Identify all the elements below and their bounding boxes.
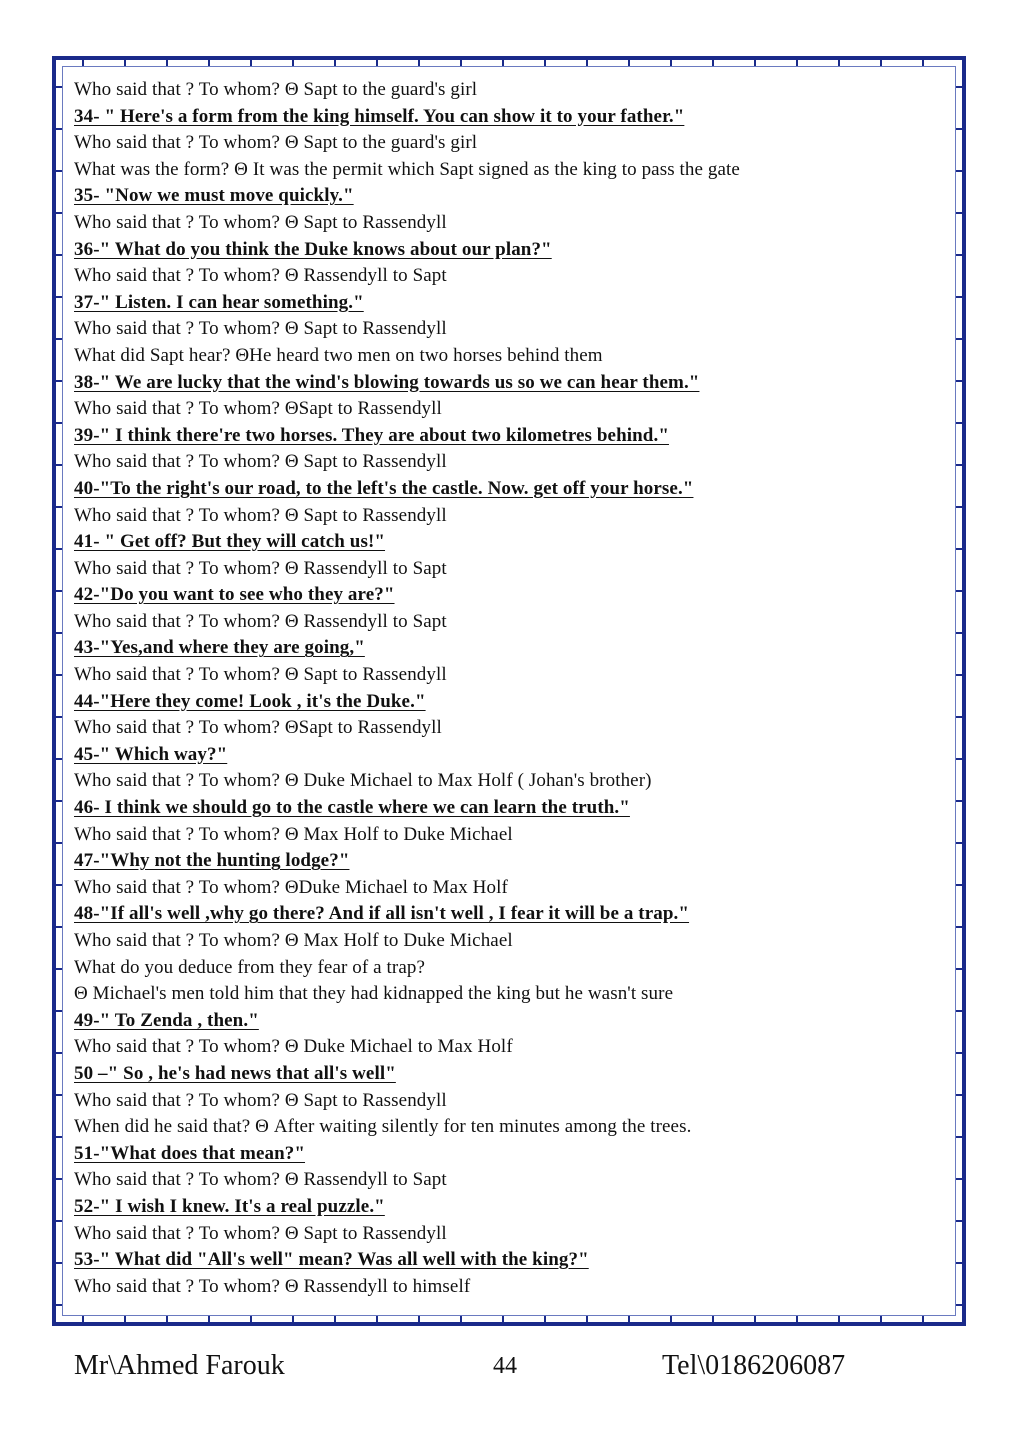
- border-tick: [880, 60, 882, 66]
- answer-line: Θ Michael's men told him that they had kidnapped the king but he wasn't sure: [74, 983, 674, 1005]
- border-tick: [956, 212, 962, 214]
- border-tick: [56, 1178, 62, 1180]
- quote-line: 46- I think we should go to the castle where we can learn the truth.": [74, 797, 630, 819]
- border-tick: [460, 60, 462, 66]
- border-tick: [586, 60, 588, 66]
- answer-line: What did Sapt hear? ΘHe heard two men on two horses behind them: [74, 344, 603, 366]
- border-tick: [670, 1316, 672, 1322]
- answer-line: Who said that ? To whom? Θ Sapt to the guard's girl: [74, 79, 478, 100]
- document-body: [74, 77, 954, 1300]
- answer-line: Who said that ? To whom? Θ Duke Michael to Max Holf: [74, 1036, 513, 1058]
- border-tick: [712, 1316, 714, 1322]
- border-tick: [124, 60, 126, 66]
- border-tick: [56, 716, 62, 718]
- border-tick: [956, 1136, 962, 1138]
- border-tick: [56, 296, 62, 298]
- border-tick: [56, 338, 62, 340]
- answer-line: What was the form? Θ It was the permit which Sapt signed as the king to pass the gate: [74, 158, 740, 180]
- border-tick: [956, 1010, 962, 1012]
- quote-line: 50 –" So , he's had news that all's well": [74, 1062, 396, 1084]
- quote-line: 41- " Get off? But they will catch us!": [74, 531, 386, 553]
- quote-line: 35- "Now we must move quickly.": [74, 185, 354, 207]
- border-tick: [838, 60, 840, 66]
- border-tick: [56, 1010, 62, 1012]
- border-tick: [544, 60, 546, 66]
- border-tick: [754, 1316, 756, 1322]
- border-tick: [712, 60, 714, 66]
- border-tick: [56, 1220, 62, 1222]
- footer-author: Mr\Ahmed Farouk: [74, 1350, 285, 1381]
- border-tick: [56, 590, 62, 592]
- answer-line: Who said that ? To whom? Θ Sapt to Rassendyll: [74, 1089, 447, 1111]
- border-tick: [956, 674, 962, 676]
- border-tick: [292, 60, 294, 66]
- border-tick: [56, 128, 62, 130]
- quote-line: 39-" I think there're two horses. They are about two kilometres behind.": [74, 424, 669, 446]
- border-tick: [956, 422, 962, 424]
- border-tick: [956, 968, 962, 970]
- footer-telephone: Tel\0186206087: [662, 1350, 846, 1381]
- border-tick: [292, 1316, 294, 1322]
- border-tick: [376, 60, 378, 66]
- answer-line: Who said that ? To whom? Θ Sapt to Rassendyll: [74, 318, 447, 340]
- quote-line: 44-"Here they come! Look , it's the Duke.": [74, 690, 426, 712]
- border-tick: [56, 968, 62, 970]
- answer-line: Who said that ? To whom? Θ Sapt to Rassendyll: [74, 504, 447, 526]
- answer-line: Who said that ? To whom? Θ Rassendyll to Sapt: [74, 557, 447, 579]
- page-number: 44: [493, 1353, 517, 1379]
- border-tick: [956, 758, 962, 760]
- border-tick: [956, 842, 962, 844]
- answer-line: When did he said that? Θ After waiting silently for ten minutes among the trees.: [74, 1116, 692, 1138]
- border-tick: [56, 1052, 62, 1054]
- border-tick: [334, 60, 336, 66]
- border-tick: [56, 506, 62, 508]
- border-tick: [956, 884, 962, 886]
- border-tick: [956, 296, 962, 298]
- quote-line: 48-"If all's well ,why go there? And if all isn't well , I fear it will be a trap.": [74, 903, 690, 925]
- border-tick: [796, 1316, 798, 1322]
- border-tick: [56, 86, 62, 88]
- border-tick: [956, 1304, 962, 1306]
- border-tick: [56, 1136, 62, 1138]
- border-tick: [56, 1304, 62, 1306]
- border-tick: [956, 548, 962, 550]
- answer-line: What do you deduce from they fear of a trap?: [74, 956, 425, 978]
- quote-line: 47-"Why not the hunting lodge?": [74, 850, 350, 872]
- border-tick: [956, 464, 962, 466]
- quote-line: 51-"What does that mean?": [74, 1142, 306, 1164]
- border-tick: [956, 1094, 962, 1096]
- border-tick: [56, 464, 62, 466]
- border-tick: [544, 1316, 546, 1322]
- answer-line: Who said that ? To whom? Θ Rassendyll to Sapt: [74, 610, 447, 632]
- border-tick: [56, 170, 62, 172]
- quote-line: 43-"Yes,and where they are going,": [74, 637, 365, 659]
- answer-line: Who said that ? To whom? Θ Sapt to Rassendyll: [74, 664, 447, 686]
- border-tick: [208, 1316, 210, 1322]
- border-tick: [956, 1178, 962, 1180]
- quote-line: 53-" What did "All's well" mean? Was all well with the king?": [74, 1249, 589, 1271]
- border-tick: [628, 1316, 630, 1322]
- quote-line: 45-" Which way?": [74, 743, 228, 765]
- border-tick: [166, 1316, 168, 1322]
- border-tick: [754, 60, 756, 66]
- border-tick: [956, 506, 962, 508]
- answer-line: Who said that ? To whom? Θ Rassendyll to himself: [74, 1275, 471, 1297]
- quote-line: 38-" We are lucky that the wind's blowing towards us so we can hear them.": [74, 371, 700, 393]
- quote-line: 36-" What do you think the Duke knows about our plan?": [74, 238, 552, 260]
- border-tick: [796, 60, 798, 66]
- border-tick: [56, 212, 62, 214]
- border-tick: [880, 1316, 882, 1322]
- border-tick: [56, 632, 62, 634]
- border-tick: [922, 1316, 924, 1322]
- border-tick: [56, 548, 62, 550]
- border-tick: [956, 86, 962, 88]
- border-tick: [956, 1052, 962, 1054]
- border-tick: [376, 1316, 378, 1322]
- border-tick: [56, 800, 62, 802]
- border-tick: [56, 842, 62, 844]
- border-tick: [956, 926, 962, 928]
- border-tick: [208, 60, 210, 66]
- border-tick: [956, 716, 962, 718]
- answer-line: Who said that ? To whom? ΘSapt to Rassendyll: [74, 717, 442, 739]
- border-tick: [250, 1316, 252, 1322]
- quote-line: 49-" To Zenda , then.": [74, 1009, 259, 1031]
- answer-line: Who said that ? To whom? Θ Max Holf to Duke Michael: [74, 823, 513, 845]
- answer-line: Who said that ? To whom? Θ Max Holf to Duke Michael: [74, 930, 513, 951]
- border-tick: [956, 1262, 962, 1264]
- border-tick: [502, 1316, 504, 1322]
- answer-line: Who said that ? To whom? Θ Sapt to Rassendyll: [74, 451, 447, 473]
- quote-line: 37-" Listen. I can hear something.": [74, 291, 364, 313]
- border-tick: [56, 758, 62, 760]
- border-tick: [334, 1316, 336, 1322]
- border-tick: [56, 884, 62, 886]
- border-tick: [956, 380, 962, 382]
- border-tick: [956, 170, 962, 172]
- border-tick: [418, 1316, 420, 1322]
- border-tick: [124, 1316, 126, 1322]
- border-tick: [956, 632, 962, 634]
- quote-line: 52-" I wish I knew. It's a real puzzle.": [74, 1195, 385, 1217]
- answer-line: Who said that ? To whom? Θ Sapt to Rassendyll: [74, 1222, 447, 1244]
- border-tick: [922, 60, 924, 66]
- border-tick: [586, 1316, 588, 1322]
- border-tick: [956, 338, 962, 340]
- answer-line: Who said that ? To whom? Θ Rassendyll to Sapt: [74, 265, 447, 287]
- border-tick: [56, 422, 62, 424]
- border-tick: [82, 1316, 84, 1322]
- border-tick: [56, 674, 62, 676]
- answer-line: Who said that ? To whom? ΘSapt to Rassendyll: [74, 398, 442, 420]
- border-tick: [502, 60, 504, 66]
- border-tick: [628, 60, 630, 66]
- answer-line: Who said that ? To whom? ΘDuke Michael to Max Holf: [74, 876, 508, 898]
- quote-line: 40-"To the right's our road, to the left's the castle. Now. get off your horse.": [74, 477, 694, 499]
- border-tick: [956, 254, 962, 256]
- quote-line: 42-"Do you want to see who they are?": [74, 584, 395, 606]
- border-tick: [460, 1316, 462, 1322]
- border-tick: [838, 1316, 840, 1322]
- border-tick: [956, 1220, 962, 1222]
- border-tick: [166, 60, 168, 66]
- answer-line: Who said that ? To whom? Θ Rassendyll to Sapt: [74, 1169, 447, 1191]
- border-tick: [956, 590, 962, 592]
- quote-line: 34- " Here's a form from the king himself. You can show it to your father.": [74, 105, 685, 127]
- border-tick: [956, 800, 962, 802]
- answer-line: Who said that ? To whom? Θ Sapt to Rassendyll: [74, 211, 447, 233]
- border-tick: [56, 1262, 62, 1264]
- border-tick: [956, 128, 962, 130]
- border-tick: [670, 60, 672, 66]
- border-tick: [250, 60, 252, 66]
- border-tick: [56, 926, 62, 928]
- border-tick: [82, 60, 84, 66]
- border-tick: [56, 380, 62, 382]
- border-tick: [56, 254, 62, 256]
- answer-line: Who said that ? To whom? Θ Sapt to the guard's girl: [74, 132, 478, 154]
- answer-line: Who said that ? To whom? Θ Duke Michael to Max Holf ( Johan's brother): [74, 770, 652, 792]
- border-tick: [418, 60, 420, 66]
- border-tick: [56, 1094, 62, 1096]
